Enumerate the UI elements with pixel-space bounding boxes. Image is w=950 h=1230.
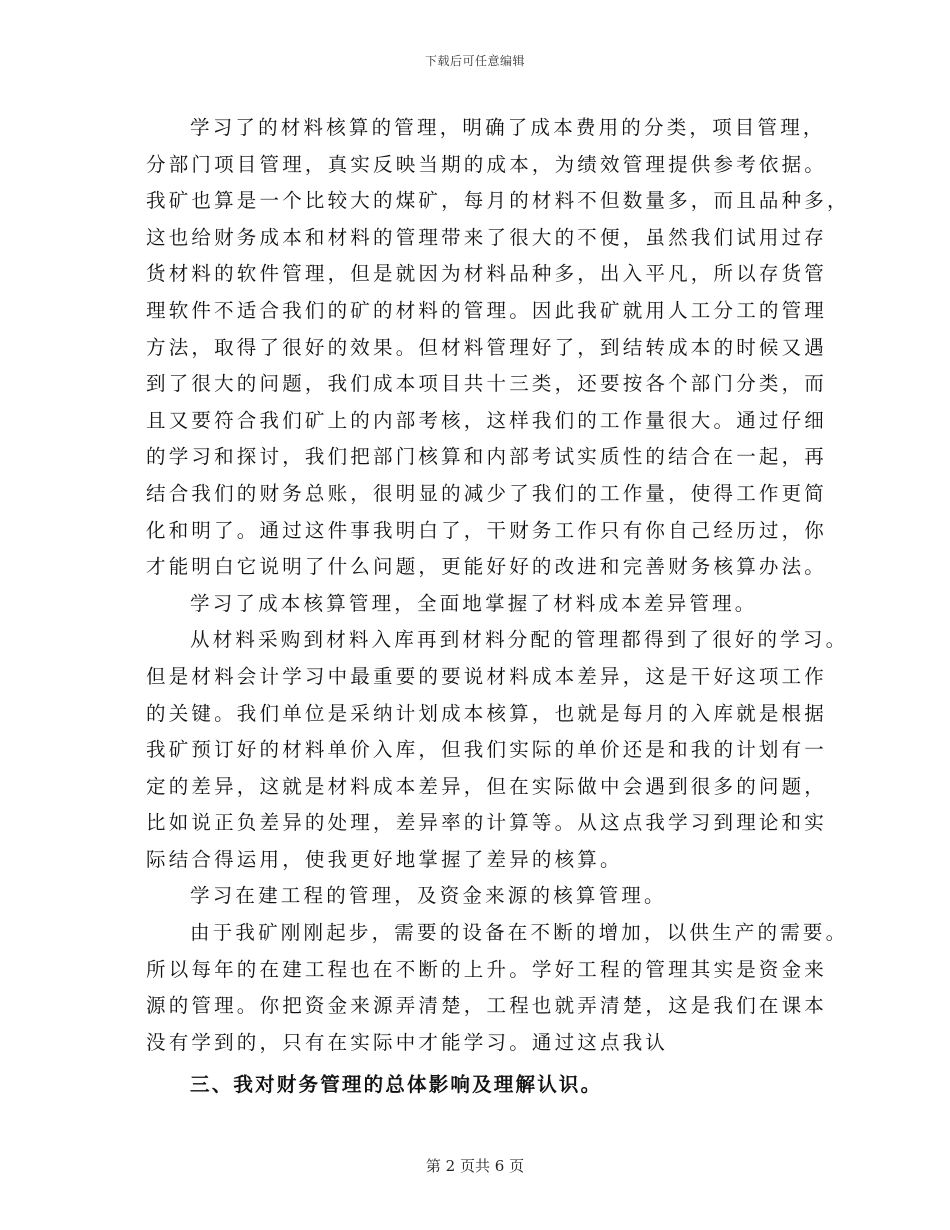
- text-line: 但是材料会计学习中最重要的要说材料成本差异，这是干好这项工作: [146, 664, 828, 688]
- text-line: 由于我矿刚刚起步，需要的设备在不断的增加，以供生产的需要。: [190, 921, 849, 945]
- text-line: 学习了的材料核算的管理，明确了成本费用的分类，项目管理，: [190, 116, 826, 139]
- text-line: 我矿也算是一个比较大的煤矿，每月的材料不但数量多，而且品种多，: [146, 189, 850, 213]
- text-line: 分部门项目管理，真实反映当期的成本，为绩效管理提供参考依据。: [146, 152, 828, 176]
- text-line: 没有学到的，只有在实际中才能学习。通过这点我认: [146, 1030, 669, 1054]
- text-line: 的关键。我们单位是采纳计划成本核算，也就是每月的入库就是根据: [146, 701, 828, 725]
- text-line: 源的管理。你把资金来源弄清楚，工程也就弄清楚，这是我们在课本: [146, 994, 828, 1018]
- text-line: 从材料采购到材料入库再到材料分配的管理都得到了很好的学习。: [190, 628, 849, 652]
- text-line: 的学习和探讨，我们把部门核算和内部考试实质性的结合在一起，再: [146, 445, 828, 469]
- body-text: [146, 110, 850, 1104]
- text-line: 学习了成本核算管理，全面地掌握了材料成本差异管理。: [190, 591, 758, 615]
- text-line: 且又要符合我们矿上的内部考核，这样我们的工作量很大。通过仔细: [146, 408, 828, 432]
- text-line: 货材料的软件管理，但是就因为材料品种多，出入平凡，所以存货管: [146, 262, 828, 286]
- text-line: 学习在建工程的管理，及资金来源的核算管理。: [190, 884, 667, 908]
- text-line: 才能明白它说明了什么问题，更能好好的改进和完善财务核算办法。: [146, 555, 828, 579]
- text-line: 所以每年的在建工程也在不断的上升。学好工程的管理其实是资金来: [146, 957, 828, 981]
- page-footer: 第 2 页共 6 页: [425, 1157, 525, 1175]
- text-line: 方法，取得了很好的效果。但材料管理好了，到结转成本的时候又遇: [146, 335, 828, 359]
- text-line: 理软件不适合我们的矿的材料的管理。因此我矿就用人工分工的管理: [146, 298, 828, 322]
- section-heading: 三、我对财务管理的总体影响及理解认识。: [190, 1073, 603, 1097]
- text-line: 比如说正负差异的处理，差异率的计算等。从这点我学习到理论和实: [146, 811, 828, 835]
- text-line: 到了很大的问题，我们成本项目共十三类，还要按各个部门分类，而: [146, 372, 828, 396]
- text-line: 化和明了。通过这件事我明白了，干财务工作只有你自己经历过，你: [146, 518, 828, 542]
- text-line: 我矿预订好的材料单价入库，但我们实际的单价还是和我的计划有一: [146, 738, 828, 762]
- text-line: 定的差异，这就是材料成本差异，但在实际做中会遇到很多的问题，: [146, 774, 828, 798]
- page-header: 下载后可任意编辑: [424, 54, 525, 68]
- text-line: 际结合得运用，使我更好地掌握了差异的核算。: [146, 847, 623, 871]
- text-line: 这也给财务成本和材料的管理带来了很大的不便，虽然我们试用过存: [146, 225, 828, 249]
- text-line: 结合我们的财务总账，很明显的减少了我们的工作量，使得工作更简: [146, 481, 828, 505]
